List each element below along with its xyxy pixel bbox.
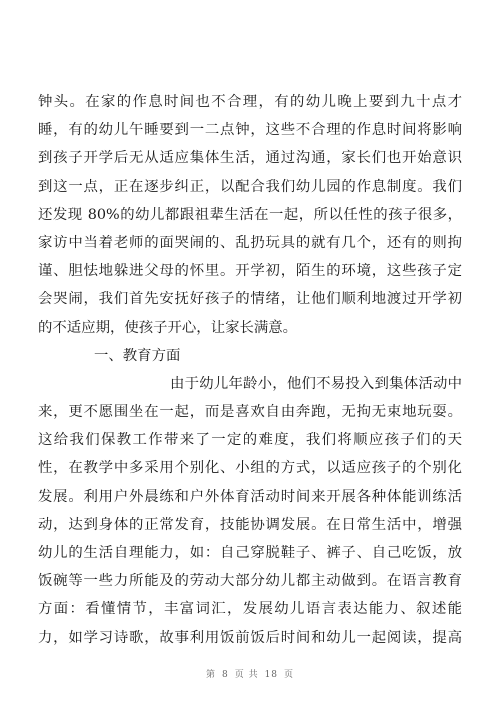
text-line: 这给我们保教工作带来了一定的难度，我们将顺应孩子们的天: [38, 432, 462, 449]
text-line: 会哭闹，我们首先安抚好孩子的情绪，让他们顺利地渡过开学初: [38, 291, 462, 308]
text-line: 还发现 80%的幼儿都跟祖辈生活在一起，所以任性的孩子很多，: [38, 206, 462, 223]
text-line: 幼儿的生活自理能力，如：自己穿脱鞋子、裤子、自己吃饭，放: [38, 545, 462, 561]
text-line: 饭碗等一些力所能及的劳动大部分幼儿都主动做到。在语言教育: [38, 573, 462, 590]
text-line: 到孩子开学后无从适应集体生活，通过沟通，家长们也开始意识: [38, 150, 462, 167]
text-line: 睡，有的幼儿午睡要到一二点钟，这些不合理的作息时间将影响: [38, 122, 462, 139]
text-line: 性，在教学中多采用个别化、小组的方式，以适应孩子的个别化: [38, 460, 462, 477]
text-line: 谨、胆怯地躲进父母的怀里。开学初，陌生的环境，这些孩子定: [38, 263, 462, 280]
section-heading: 一、教育方面: [94, 347, 181, 364]
text-line: 动，达到身体的正常发育，技能协调发展。在日常生活中，增强: [38, 516, 462, 533]
page-number: 8: [221, 670, 229, 680]
text-line: 钟头。在家的作息时间也不合理，有的幼儿晚上要到九十点才: [38, 94, 462, 110]
document-body: [38, 88, 462, 652]
footer-label-pages: 页: [284, 670, 295, 680]
page-footer: [0, 667, 500, 680]
total-pages: 18: [264, 670, 279, 680]
paragraph-first-line: 由于幼儿年龄小，他们不易投入到集体活动中: [170, 375, 462, 392]
text-line: 家访中当着老师的面哭闹的、乱扔玩具的就有几个，还有的则拘: [38, 234, 462, 251]
footer-label-of: 页 共: [234, 670, 259, 680]
text-line: 力，如学习诗歌，故事利用饭前饭后时间和幼儿一起阅读，提高: [38, 629, 462, 646]
text-line: 来，更不愿围坐在一起，而是喜欢自由奔跑，无拘无束地玩耍。: [38, 404, 462, 421]
text-line: 发展。利用户外晨练和户外体育活动时间来开展各种体能训练活: [38, 488, 462, 505]
text-line: 的不适应期，使孩子开心，让家长满意。: [38, 319, 298, 336]
text-line: 到这一点，正在逐步纠正，以配合我们幼儿园的作息制度。我们: [38, 178, 462, 195]
footer-label-page: 第: [205, 670, 216, 680]
text-line: 方面：看懂情节，丰富词汇，发展幼儿语言表达能力、叙述能: [38, 601, 462, 618]
